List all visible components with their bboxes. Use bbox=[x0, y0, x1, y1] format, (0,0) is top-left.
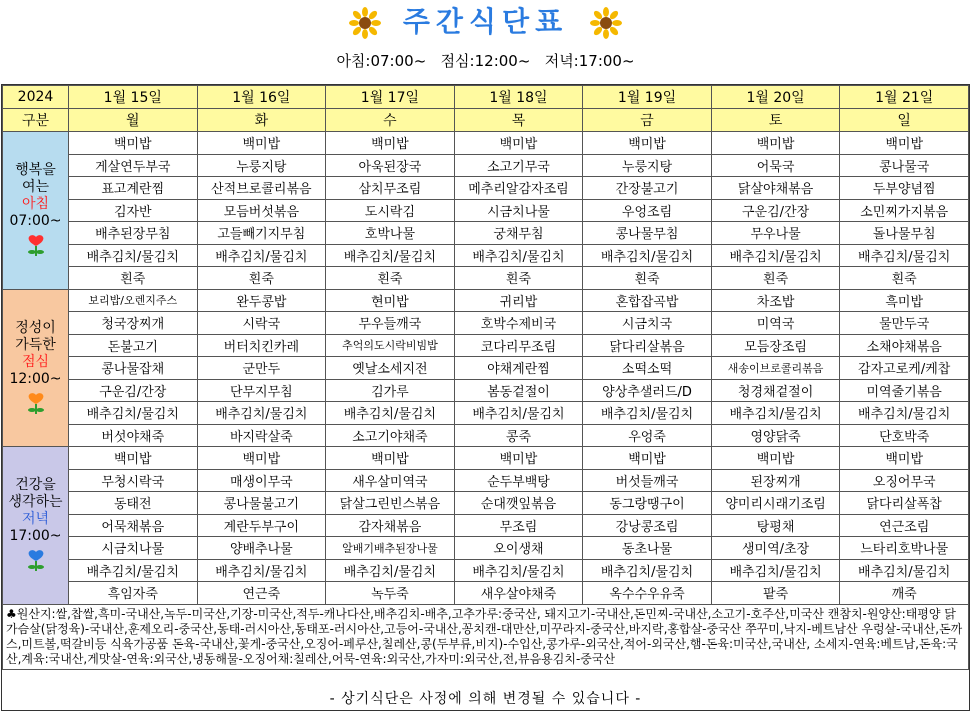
menu-item: 배추김치/물김치 bbox=[454, 402, 583, 425]
menu-item: 김자반 bbox=[69, 199, 198, 222]
sunflower-icon bbox=[590, 7, 622, 39]
menu-item: 단호박죽 bbox=[840, 424, 969, 447]
menu-item: 계란두부구이 bbox=[197, 514, 326, 537]
menu-item: 강낭콩조림 bbox=[583, 514, 712, 537]
dinner-label bbox=[3, 447, 69, 605]
menu-item: 콩나물국 bbox=[840, 154, 969, 177]
breakfast-row bbox=[3, 244, 969, 267]
meal-label-line: 생각하는 bbox=[8, 494, 63, 511]
date-cell: 1월 20일 bbox=[711, 86, 840, 109]
menu-item: 배추김치/물김치 bbox=[69, 402, 198, 425]
date-cell: 1월 16일 bbox=[197, 86, 326, 109]
menu-item: 표고계란찜 bbox=[69, 177, 198, 200]
meal-name: 아침 bbox=[21, 196, 50, 213]
menu-item: 백미밥 bbox=[69, 447, 198, 470]
meal-name: 저녁 bbox=[21, 511, 50, 528]
menu-item: 영양닭죽 bbox=[711, 424, 840, 447]
menu-item: 감자고로케/케찹 bbox=[840, 357, 969, 380]
menu-item: 배추김치/물김치 bbox=[840, 244, 969, 267]
menu-item: 군만두 bbox=[197, 357, 326, 380]
menu-item: 옥수수우유죽 bbox=[583, 582, 712, 605]
menu-item: 배추김치/물김치 bbox=[454, 559, 583, 582]
menu-item: 새우살미역국 bbox=[326, 469, 455, 492]
year-cell: 2024 bbox=[3, 86, 69, 109]
menu-item: 우엉조림 bbox=[583, 199, 712, 222]
date-row bbox=[3, 86, 969, 109]
menu-item: 시금치나물 bbox=[454, 199, 583, 222]
menu-item: 김가루 bbox=[326, 379, 455, 402]
menu-item: 팥죽 bbox=[711, 582, 840, 605]
menu-item: 흰죽 bbox=[711, 267, 840, 290]
menu-item: 연근죽 bbox=[197, 582, 326, 605]
breakfast-row bbox=[3, 132, 969, 155]
menu-item: 흰죽 bbox=[840, 267, 969, 290]
menu-item: 배추김치/물김치 bbox=[711, 559, 840, 582]
breakfast-row bbox=[3, 177, 969, 200]
breakfast-row bbox=[3, 199, 969, 222]
menu-table bbox=[1, 84, 970, 711]
menu-item: 순대깻잎볶음 bbox=[454, 492, 583, 515]
menu-item: 누룽지탕 bbox=[583, 154, 712, 177]
menu-item: 배추김치/물김치 bbox=[583, 402, 712, 425]
menu-item: 흰죽 bbox=[69, 267, 198, 290]
meal-label-line: 정성이 bbox=[15, 319, 56, 336]
day-cell: 목 bbox=[454, 109, 583, 132]
sunflower-icon bbox=[349, 7, 381, 39]
menu-item: 돈불고기 bbox=[69, 334, 198, 357]
meal-label-line: 가득한 bbox=[15, 336, 56, 353]
menu-item: 닭다리살볶음 bbox=[583, 334, 712, 357]
page-header bbox=[0, 0, 971, 84]
menu-item: 깨죽 bbox=[840, 582, 969, 605]
menu-item: 배추된장무침 bbox=[69, 222, 198, 245]
dinner-row bbox=[3, 559, 969, 582]
menu-item: 순두부백탕 bbox=[454, 469, 583, 492]
menu-item: 청국장찌개 bbox=[69, 312, 198, 335]
breakfast-row bbox=[3, 154, 969, 177]
menu-item: 백미밥 bbox=[69, 132, 198, 155]
category-header: 구분 bbox=[3, 109, 69, 132]
meal-label-line: 행복을 bbox=[15, 162, 56, 179]
menu-item: 구운김/간장 bbox=[69, 379, 198, 402]
menu-item: 연근조림 bbox=[840, 514, 969, 537]
menu-item: 버섯들깨국 bbox=[583, 469, 712, 492]
origin-row bbox=[3, 604, 969, 669]
menu-item: 도시락김 bbox=[326, 199, 455, 222]
page-title-row bbox=[0, 2, 971, 42]
lunch-row bbox=[3, 379, 969, 402]
menu-item: 배추김치/물김치 bbox=[197, 244, 326, 267]
menu-item: 청경채겉절이 bbox=[711, 379, 840, 402]
menu-item: 탕평채 bbox=[711, 514, 840, 537]
menu-item: 배추김치/물김치 bbox=[197, 559, 326, 582]
menu-item: 누룽지탕 bbox=[197, 154, 326, 177]
menu-item: 오이생채 bbox=[454, 537, 583, 560]
breakfast-row bbox=[3, 267, 969, 290]
menu-item: 배추김치/물김치 bbox=[711, 244, 840, 267]
footer-note: - 상기식단은 사정에 의해 변경될 수 있습니다 - bbox=[329, 691, 642, 707]
menu-item: 느타리호박나물 bbox=[840, 537, 969, 560]
menu-item: 옛날소세지전 bbox=[326, 357, 455, 380]
menu-item: 콩나물잡채 bbox=[69, 357, 198, 380]
menu-item: 배추김치/물김치 bbox=[840, 559, 969, 582]
meal-label-line: 건강을 bbox=[15, 477, 56, 494]
date-cell: 1월 21일 bbox=[840, 86, 969, 109]
menu-item: 백미밥 bbox=[711, 132, 840, 155]
menu-item: 궁채무침 bbox=[454, 222, 583, 245]
meal-time: 12:00~ bbox=[9, 370, 62, 387]
menu-item: 배추김치/물김치 bbox=[326, 402, 455, 425]
menu-item: 미역국 bbox=[711, 312, 840, 335]
menu-item: 배추김치/물김치 bbox=[583, 559, 712, 582]
heart-flower-icon bbox=[24, 234, 48, 258]
menu-item: 차조밥 bbox=[711, 289, 840, 312]
menu-item: 새우살야채죽 bbox=[454, 582, 583, 605]
menu-item: 소고기야채죽 bbox=[326, 424, 455, 447]
menu-item: 흑임자죽 bbox=[69, 582, 198, 605]
menu-item: 혼합잡곡밥 bbox=[583, 289, 712, 312]
menu-item: 생미역/초장 bbox=[711, 537, 840, 560]
menu-item: 백미밥 bbox=[326, 447, 455, 470]
breakfast-row bbox=[3, 222, 969, 245]
day-cell: 금 bbox=[583, 109, 712, 132]
meal-label-line: 여는 bbox=[21, 179, 50, 196]
menu-item: 배추김치/물김치 bbox=[583, 244, 712, 267]
menu-item: 호박수제비국 bbox=[454, 312, 583, 335]
menu-item: 녹두죽 bbox=[326, 582, 455, 605]
menu-item: 배추김치/물김치 bbox=[197, 402, 326, 425]
menu-item: 모듬버섯볶음 bbox=[197, 199, 326, 222]
dinner-row bbox=[3, 447, 969, 470]
menu-item: 양배추나물 bbox=[197, 537, 326, 560]
menu-item: 배추김치/물김치 bbox=[454, 244, 583, 267]
meal-name: 점심 bbox=[21, 353, 50, 370]
dinner-row bbox=[3, 537, 969, 560]
breakfast-label bbox=[3, 132, 69, 290]
menu-item: 백미밥 bbox=[454, 132, 583, 155]
menu-item: 감자채볶음 bbox=[326, 514, 455, 537]
menu-item: 동태전 bbox=[69, 492, 198, 515]
lunch-row bbox=[3, 312, 969, 335]
menu-item: 흰죽 bbox=[454, 267, 583, 290]
lunch-row bbox=[3, 289, 969, 312]
menu-item: 바지락살죽 bbox=[197, 424, 326, 447]
menu-item: 버섯야채죽 bbox=[69, 424, 198, 447]
menu-item: 고들빼기지무침 bbox=[197, 222, 326, 245]
menu-item: 야채계란찜 bbox=[454, 357, 583, 380]
date-cell: 1월 18일 bbox=[454, 86, 583, 109]
date-cell: 1월 15일 bbox=[69, 86, 198, 109]
menu-item: 시락국 bbox=[197, 312, 326, 335]
menu-item: 현미밥 bbox=[326, 289, 455, 312]
menu-item: 시금치나물 bbox=[69, 537, 198, 560]
menu-item: 모듬장조림 bbox=[711, 334, 840, 357]
day-cell: 화 bbox=[197, 109, 326, 132]
menu-item: 무조림 bbox=[454, 514, 583, 537]
menu-item: 시금치국 bbox=[583, 312, 712, 335]
menu-item: 배추김치/물김치 bbox=[326, 559, 455, 582]
menu-item: 어묵국 bbox=[711, 154, 840, 177]
lunch-label bbox=[3, 289, 69, 447]
menu-item: 동초나물 bbox=[583, 537, 712, 560]
menu-item: 흑미밥 bbox=[840, 289, 969, 312]
menu-item: 추억의도시락비빔밥 bbox=[326, 334, 455, 357]
menu-item: 닭살야채볶음 bbox=[711, 177, 840, 200]
menu-item: 백미밥 bbox=[197, 132, 326, 155]
orange-flower-icon bbox=[24, 392, 48, 416]
menu-item: 단무지무침 bbox=[197, 379, 326, 402]
menu-item: 소민찌가지볶음 bbox=[840, 199, 969, 222]
menu-item: 소고기무국 bbox=[454, 154, 583, 177]
day-row bbox=[3, 109, 969, 132]
menu-item: 오징어무국 bbox=[840, 469, 969, 492]
menu-item: 동그랑땡구이 bbox=[583, 492, 712, 515]
menu-item: 매생이무국 bbox=[197, 469, 326, 492]
menu-item: 버터치킨카레 bbox=[197, 334, 326, 357]
menu-item: 백미밥 bbox=[711, 447, 840, 470]
menu-item: 보리밥/오렌지주스 bbox=[69, 289, 198, 312]
dinner-row bbox=[3, 469, 969, 492]
menu-item: 백미밥 bbox=[840, 447, 969, 470]
meal-time: 17:00~ bbox=[9, 528, 62, 545]
blue-flower-icon bbox=[24, 549, 48, 573]
menu-item: 백미밥 bbox=[583, 447, 712, 470]
menu-item: 우엉죽 bbox=[583, 424, 712, 447]
menu-item: 어묵채볶음 bbox=[69, 514, 198, 537]
lunch-row bbox=[3, 402, 969, 425]
menu-item: 삼치무조림 bbox=[326, 177, 455, 200]
menu-item: 콩나물무침 bbox=[583, 222, 712, 245]
menu-item: 소채야채볶음 bbox=[840, 334, 969, 357]
menu-item: 백미밥 bbox=[583, 132, 712, 155]
menu-item: 흰죽 bbox=[197, 267, 326, 290]
day-cell: 월 bbox=[69, 109, 198, 132]
dinner-row bbox=[3, 514, 969, 537]
menu-item: 귀리밥 bbox=[454, 289, 583, 312]
menu-item: 게살연두부국 bbox=[69, 154, 198, 177]
dinner-row bbox=[3, 492, 969, 515]
menu-item: 새송이브로콜리볶음 bbox=[711, 357, 840, 380]
menu-item: 알배기배추된장나물 bbox=[326, 537, 455, 560]
day-cell: 일 bbox=[840, 109, 969, 132]
menu-item: 배추김치/물김치 bbox=[840, 402, 969, 425]
meal-times: 아침:07:00~ 점심:12:00~ 저녁:17:00~ bbox=[336, 52, 635, 70]
menu-item: 미역줄기볶음 bbox=[840, 379, 969, 402]
lunch-row bbox=[3, 334, 969, 357]
lunch-row bbox=[3, 357, 969, 380]
menu-item: 물만두국 bbox=[840, 312, 969, 335]
menu-item: 코다리무조림 bbox=[454, 334, 583, 357]
day-cell: 토 bbox=[711, 109, 840, 132]
menu-item: 콩나물불고기 bbox=[197, 492, 326, 515]
menu-item: 두부양념찜 bbox=[840, 177, 969, 200]
menu-item: 구운김/간장 bbox=[711, 199, 840, 222]
menu-item: 무우들깨국 bbox=[326, 312, 455, 335]
origin-info: ♣원산지:쌀,찹쌀,흑미-국내산,녹두-미국산,기장-미국산,적두-캐나다산,배추김치-배추,고추가루:중국산, 돼지고기-국내산,돈민찌-국내산,소고기-호주산,미국산 캔참치-원양산:태평양 닭가슴살(닭정육)-국내산,훈제오리-중국산,동태-러시아산,동태포-러시아산,고등어-국내산,꽁치캔-대만산,미꾸라지-중국산,바지락,홍합살-중국산 쭈꾸미,낙지-베트남산 우렁살-국내산,돈까스,미트볼,떡갈비등 식육가공품 돈육-국내산,꽃게-중국산,오징어-페루산,칠레산,콩(두부류,비지)-수입산,콩가루-외국산,적어-외국산,햄-돈육:미국산,국내산, 소세지-연육:베트남,돈육:국산,계육:국내산,게맛살-연육:외국산,냉동해물-오징어채:칠레산,어묵-연육:외국산,가자미:외국산,전,뷰음용김치-중국산 bbox=[3, 604, 969, 669]
menu-item: 배추김치/물김치 bbox=[711, 402, 840, 425]
menu-item: 양상추샐러드/D bbox=[583, 379, 712, 402]
menu-item: 닭살그린빈스볶음 bbox=[326, 492, 455, 515]
menu-item: 메추리알감자조림 bbox=[454, 177, 583, 200]
menu-item: 돌나물무침 bbox=[840, 222, 969, 245]
date-cell: 1월 17일 bbox=[326, 86, 455, 109]
date-cell: 1월 19일 bbox=[583, 86, 712, 109]
menu-item: 무우나물 bbox=[711, 222, 840, 245]
menu-item: 완두콩밥 bbox=[197, 289, 326, 312]
lunch-row bbox=[3, 424, 969, 447]
menu-item: 백미밥 bbox=[454, 447, 583, 470]
menu-item: 된장찌개 bbox=[711, 469, 840, 492]
menu-item: 배추김치/물김치 bbox=[69, 559, 198, 582]
menu-item: 백미밥 bbox=[840, 132, 969, 155]
menu-item: 백미밥 bbox=[197, 447, 326, 470]
dinner-row bbox=[3, 582, 969, 605]
menu-item: 흰죽 bbox=[326, 267, 455, 290]
menu-item: 산적브로콜리볶음 bbox=[197, 177, 326, 200]
menu-item: 무청시락국 bbox=[69, 469, 198, 492]
menu-item: 소떡소떡 bbox=[583, 357, 712, 380]
menu-item: 양미리시래기조림 bbox=[711, 492, 840, 515]
menu-item: 호박나물 bbox=[326, 222, 455, 245]
menu-item: 닭다리살폭찹 bbox=[840, 492, 969, 515]
menu-item: 흰죽 bbox=[583, 267, 712, 290]
menu-item: 봄동겉절이 bbox=[454, 379, 583, 402]
menu-item: 배추김치/물김치 bbox=[326, 244, 455, 267]
menu-item: 간장불고기 bbox=[583, 177, 712, 200]
menu-item: 배추김치/물김치 bbox=[69, 244, 198, 267]
meal-time: 07:00~ bbox=[9, 213, 62, 230]
day-cell: 수 bbox=[326, 109, 455, 132]
page-title: 주간식단표 bbox=[402, 5, 569, 38]
menu-item: 백미밥 bbox=[326, 132, 455, 155]
menu-item: 콩죽 bbox=[454, 424, 583, 447]
menu-item: 아욱된장국 bbox=[326, 154, 455, 177]
